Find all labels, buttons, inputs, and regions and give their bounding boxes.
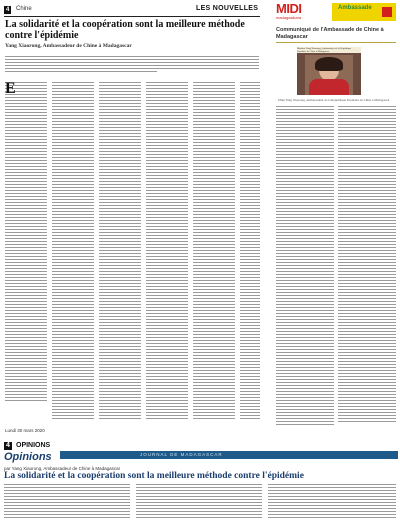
opinions-column-2: [136, 484, 262, 520]
intro-paragraph: [5, 56, 259, 78]
photo-caption-top: Madame Yang Xiaorong, Ambassadeur de la République Populaire de Chine à Madagascar: [297, 47, 361, 53]
article-byline: Yang Xiaorong, Ambassadeur de Chine à Madagascar: [5, 43, 132, 49]
header-rule: [4, 16, 260, 17]
opinions-byline: par Yang Xiaorong, Ambassadeur de Chine à Madagascar: [4, 466, 121, 471]
ambassador-photo: [297, 47, 361, 95]
title-rule: [276, 42, 396, 43]
page-opinions: [0, 440, 400, 520]
opinions-section-label: OPINIONS: [16, 442, 51, 449]
opinions-column-3: [268, 484, 396, 520]
body-column-4: [146, 82, 188, 422]
page-midi-madagasikara: [272, 0, 400, 430]
midi-column-1: [276, 106, 334, 426]
body-column-3: [99, 82, 141, 422]
article-headline: La solidarité et la coopération sont la meilleure méthode contre l'épidémie: [5, 19, 245, 41]
body-column-1: [5, 82, 47, 402]
opinions-banner: JOURNAL DE MADAGASCAR: [60, 451, 398, 459]
opinions-headline: La solidarité et la coopération sont la meilleure méthode contre l'épidémie: [4, 471, 304, 481]
photo-caption: Mme Yang Xiaorong, Ambassadeur de la République Populaire de Chine à Madagascar: [278, 98, 390, 102]
section-label: Chine: [16, 6, 32, 12]
ambassade-logo: Ambassade: [332, 3, 396, 21]
opinions-logo: Opinions: [4, 451, 52, 463]
page-number-badge: 4: [6, 7, 10, 13]
midi-column-2: [338, 106, 396, 426]
communique-title: Communiqué de l'Ambassade de Chine à Madagascar: [276, 27, 384, 40]
page-number-badge-2: 4: [6, 442, 10, 449]
body-column-6: [240, 82, 260, 422]
midi-logo: MIDI madagasikara: [276, 1, 302, 20]
flag-icon: [382, 7, 392, 17]
opinions-column-1: [4, 484, 130, 520]
masthead-logo: LES NOUVELLES: [196, 5, 259, 12]
body-column-5: [193, 82, 235, 422]
footer-date: Lundi 30 mars 2020: [5, 428, 45, 433]
body-column-2: [52, 82, 94, 422]
drop-cap: E: [5, 82, 16, 97]
